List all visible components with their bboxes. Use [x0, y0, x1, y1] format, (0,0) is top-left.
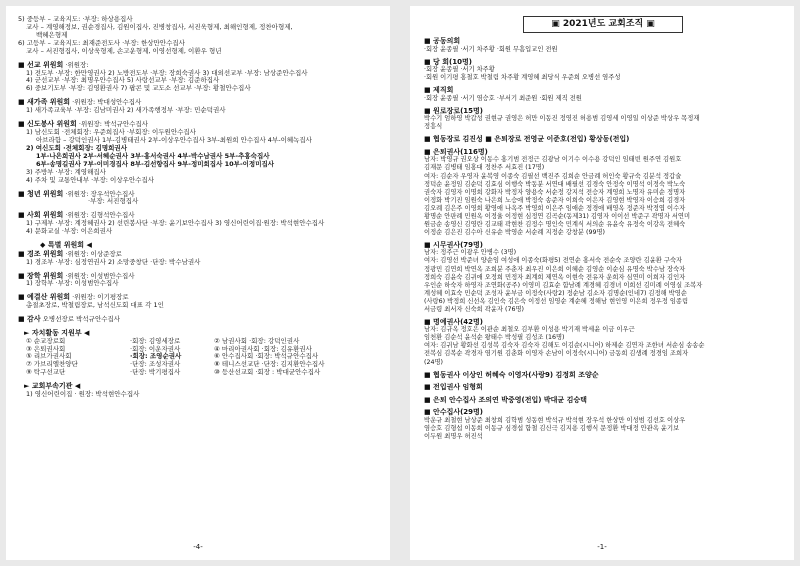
grid-cell: ·회장: 이운자권사 [130, 344, 181, 353]
youth-committee [18, 190, 378, 207]
section-title: ■ 신도봉사 위원회 [18, 120, 77, 129]
org-block [424, 37, 782, 54]
grid-cell: ⑩ 등산선교회 ·회장 : 박대균안수집사 [214, 368, 321, 377]
text-line: 5) 중등부 – 교육지도: ·부장: 하상용집사 [18, 15, 133, 23]
block-line: 정희숙 김윤숙 김귀애 오정희 민정자 최계희 제연옥 이현숙 전유자 운희자 심연미 이희자 김인자 [424, 273, 686, 281]
text-line: 1) 경조부 ·부장: 심정연권사 2) 소망중창단 ·단장: 박수남권사 [26, 257, 201, 266]
section-head: ·위원장: 장우석안수집사 [65, 189, 135, 198]
block-line: (24명) [424, 358, 444, 366]
page-number: -4- [193, 543, 203, 552]
grid-cell: ·단장: 조성자권사 [130, 360, 181, 369]
block-line: 정흥식 [424, 123, 443, 131]
block-line: 전복심 김복순 곽경자 염기원 김춘화 이영자 손남이 이정숙(시니어) 금동희 김생례 정경임 조희자 [424, 350, 689, 358]
text-line: ·부장: 서진형집사 [88, 197, 139, 206]
service-committee [18, 120, 378, 184]
autonomous-support [18, 329, 378, 377]
scholarship-committee [18, 272, 378, 289]
affiliated-institutions [18, 382, 378, 398]
block-title: ■ 안수집사(29명) [424, 408, 484, 417]
text-line: 4) 문화교실 ·부장: 이은희권사 [26, 227, 113, 236]
grid-cell: ⑤ 리브가권사회 [26, 352, 72, 361]
page-title: ▣ 2021년도 교회조직 ▣ [523, 16, 683, 33]
section-title: ► 교회부속기관 ◀ [24, 382, 81, 391]
block-line: 임천환 김순석 윤석순 왕태수 박성필 김성조 (16명) [424, 334, 565, 342]
text-line: 2) 여신도회 ·전체회장: 김명희권사 [26, 143, 127, 152]
section-title: ■ 예결산 위원회 [18, 293, 71, 302]
grid-cell: ⑨ 탁구선교단 [26, 368, 66, 377]
org-block [424, 58, 782, 83]
block-line: 남자: 정주근 이광우 안병수 (3명) [424, 249, 517, 257]
section-head: ·위원장: 이상준장로 [65, 249, 122, 258]
page-number: -1- [597, 543, 607, 552]
org-block [424, 135, 782, 144]
section-title: ■ 사회 위원회 [18, 211, 64, 220]
block-title: ■ 은퇴 안수집사 조의연 박중영(전입) 박대균 김승택 [424, 395, 587, 404]
section-head: ·위원장: [65, 60, 89, 69]
autonomous-grid [18, 338, 378, 378]
section-title: ■ 장학 위원회 [18, 271, 64, 280]
block-line: 이정화 박기진 임원숙 나은희 노승애 박정숙 송준자 이희숙 이은자 김영현 박영자 이승희 김경자 [424, 196, 686, 204]
text-line: 1) 새가족교육부 ·부장: 김남미권사 2) 새가족행정부 ·부장: 민순덕권사 [26, 106, 226, 115]
block-line: 여자: 김귀남 황화선 김성복 김숙자 김숙자 김해도 이김순(시니어) 하제순 김연자 조한녀 서순심 송송순 [424, 342, 705, 350]
block-line: 박수기 엄하영 박갑성 권현규 권영은 허만 이동진 정영진 허용범 김영세 이영일 이상준 박상우 목정재 [424, 115, 700, 123]
block-line: ·회장 윤종필 ·서기 차주황 ·회원 무흠입교인 전원 [424, 45, 558, 53]
block-line: 김재문 김병태 임홍대 정찬주 서효진 (17명) [424, 164, 545, 172]
top-lines [18, 16, 378, 56]
block-line: 서금령 최서자 신숙희 곽윤자 (76명) [424, 305, 525, 313]
budget-committee [18, 293, 378, 310]
org-block [424, 408, 782, 441]
left-page [6, 6, 390, 560]
text-line: 1) 전도부 ·부장: 한만영권사 2) 노방전도부 ·부장: 장희숙권사 3) 대외선교부 ·부장: 남상준안수집사 [26, 68, 308, 77]
newcomer-committee [18, 98, 378, 115]
block-line: 김오례 김은주 이영희 황영애 나옥주 박영희 이은주 임애순 정경애 배영옥 정준자 박정엽 이수자 [424, 204, 686, 212]
section-head: ·위원장: 김형석안수집사 [65, 211, 135, 220]
section-title: ► 자치활동 지원부 ◀ [24, 329, 90, 338]
org-blocks [424, 37, 782, 441]
block-line: ·회장 윤종필 ·서기 차주황 [424, 66, 495, 74]
section-title: ■ 선교 위원회 [18, 60, 64, 69]
text-line: 1) 구제부 ·부장: 계정혜권사 2) 선린봉사단 ·부장: 윤기보안수집사 3) 영신어린이집·원장: 박석현안수집사 [26, 219, 325, 228]
block-line: 권숙자 김영자 이명희 강화자 박정자 양용숙 서순정 강지석 전승자 계영희 노명자 유미순 정명자 [424, 188, 686, 196]
text-line: 6부-송명길권사 7부-이미경집사 8부-김선향집사 9부-정미희집사 10부-이정미집사 [36, 159, 275, 168]
text-line: 아브라함 – 강덕인권사 1부-김병태권사 2부-이상우안수집사 3부-최원희 안수집사 4부-이혜녹집사 [36, 135, 312, 144]
org-block [424, 371, 782, 380]
right-page [410, 6, 794, 560]
section-head: ·위원장: 박대성안수집사 [72, 98, 142, 107]
block-line: 박운규 최철현 남상준 최창희 김학범 성동현 박석규 박석현 장우석 한상만 이성범 김선호 이상우 [424, 416, 686, 424]
block-line: (사랑6) 박정희 신선옥 김인숙 김은숙 이정선 임영순 계순혜 정해남 현인영 이은희 정우정 임종림 [424, 297, 689, 305]
block-title: ■ 원로장로(15명) [424, 106, 484, 115]
section-head: ·위원장: 이성범안수집사 [65, 271, 135, 280]
text-line: 교사 – 계영해정보, 권순경집사, 김원이집사, 진병창집사, 서진욱형제, 최해인형제, 정찬아형제, [26, 22, 293, 31]
section-title: ■ 경조 위원회 [18, 249, 64, 258]
condolence-committee [18, 250, 378, 267]
social-committee [18, 211, 378, 236]
special-committee-heading: ◆ 특별 위원회 ◀ [40, 241, 92, 250]
block-title: ■ 시무권사(79명) [424, 240, 484, 249]
text-line: 1부-나은희권사 2부-서혜순권사 3부-홍서숙권사 4부-박수남권사 5부-추홍숙집사 [36, 151, 270, 160]
text-line: 1) 남신도회 ·전체회장: 우준희집사 ·부회장: 이두원안수집사 [26, 128, 196, 137]
audit-section [18, 315, 378, 324]
grid-cell: ⑧ 테니스선교단 ·단장: 김지환안수집사 [214, 360, 325, 369]
org-block [424, 396, 782, 405]
text-line: 4) 주차 및 교통안내부 ·부장: 이상우안수집사 [26, 175, 155, 184]
block-title: ■ 협동장로 김진성 ■ 은퇴장로 전영균 이준호(전입) 황상동(전입) [424, 135, 630, 144]
block-line: 여자: 김순자 우영자 윤복영 이종숙 김필선 백진주 김희순 안금례 허인숙 황규숙 김분석 정갑술 [424, 172, 682, 180]
block-title: ■ 당 회(10명) [424, 57, 472, 66]
org-block [424, 383, 782, 392]
text-line: 6) 고등부 – 교육지도: 최재준전도사 ·부장: 한상만안수집사 [18, 38, 185, 47]
text-line: 3) 주방부 ·부장: 계영해집사 [26, 167, 106, 176]
text-line: 1) 장학부 ·부장: 이성범안수집사 [26, 279, 119, 288]
text-line: 교사 – 서진형집사, 이상욱형제, 손고운형제, 이영선형제, 이환우 형년 [26, 46, 222, 55]
section-head: ·위원장: 이기평장로 [72, 293, 129, 302]
text-line: 6) 중보기도부 ·부장: 김영환권사 7) 팝콘 및 교도소 선교부 ·부장: 황철안수집사 [26, 84, 251, 93]
block-line: ·회장 윤종필 ·서기 염승호 ·부서기 최준원 ·회원 제직 전원 [424, 94, 582, 102]
grid-cell: ③ 은퇴권사회 [26, 344, 66, 353]
org-block [424, 107, 782, 132]
grid-cell: ·회장: 조영순권사 [130, 352, 182, 361]
block-title: ■ 제직회 [424, 86, 454, 95]
block-line: 이정순 김은진 김수아 신유순 박영순 서순례 지정순 강창분 (99명) [424, 228, 606, 236]
block-line: 여자: 김영선 박준녀 양순임 여성애 이종숙(화평5) 전연순 홍서숙 전순숙 조양란 김윤환 구숙자 [424, 257, 683, 265]
text-line: 총절초장로, 박철림장로, 남석신도회 대표 각 1인 [26, 301, 164, 310]
org-block [424, 86, 782, 103]
section-title: ■ 청년 위원회 [18, 189, 64, 198]
org-block [424, 241, 782, 314]
block-line: 황명순 안판례 민원옥 이정율 이정현 심정연 김곡순(동제31) 김영자 이이선 박준구 곽명자 서연미 [424, 212, 691, 220]
block-line: 남자: 박영규 권오상 이동수 홍기범 전정근 김광남 이기수 이수용 강덕인 임태빈 원주연 김원호 [424, 156, 682, 164]
grid-cell: ·단장: 박기평집사 [130, 368, 181, 377]
block-line: 우인순 하숙자 하영자 조연화(공주) 이영미 김효순 함남례 계경혜 김경녀 이희선 김미례 이영실 조복자 [424, 281, 703, 289]
grid-cell: ① 순교장로회 [26, 336, 66, 345]
org-block [424, 148, 782, 237]
block-title: ■ 은퇴권사(116명) [424, 147, 488, 156]
text-line: 1) 영신어린이집 · 원장: 박석현안수집사 [26, 389, 140, 398]
mission-committee [18, 61, 378, 94]
org-block [424, 318, 782, 367]
grid-cell: ⑥ 안수집사회 ·회장: 박석규안수집사 [214, 352, 319, 361]
block-title: ■ 공동의회 [424, 36, 461, 45]
block-line: 염승호 김형섭 이동희 이동규 심경섭 함철 김신극 김지용 김행식 문정환 박대정 안관옥 윤기보 [424, 424, 680, 432]
block-line: ·회원 이기평 홍철호 박철림 차주황 계영혜 최당식 우준희 오병선 염주성 [424, 74, 621, 82]
block-line: 남자: 김규옥 정호은 이관순 최철오 김부환 이성용 박기재 박세윤 이금 이우근 [424, 326, 635, 334]
section-head: ·위원장: 박석규안수집사 [78, 120, 149, 129]
grid-cell: ·회장: 김영세장로 [130, 336, 181, 345]
section-title: ■ 새가족 위원회 [18, 98, 71, 107]
block-line: 정덕순 윤정임 김순덕 김효심 이행숙 박동분 서연대 배필선 김경숙 안정숙 이명석 이정숙 박노숙 [424, 180, 686, 188]
grid-cell: ⑦ 가브리엘찬양단 [26, 360, 78, 369]
section-title: ■ 감사 [18, 315, 41, 324]
block-title: ■ 명예권사(42명) [424, 317, 484, 326]
block-line: 정광민 김연희 박연옥 조희분 주춘자 최우진 이은희 이혜순 김영순 이순심 유명숙 박수남 장숙자 [424, 265, 686, 273]
section-head: 오병선장로 박석규안수집사 [42, 315, 121, 324]
block-title: ■ 협동권사 이상인 허혜숙 이영자(사랑9) 김정희 조양순 [424, 370, 599, 379]
block-line: 계성혜 이효숙 민순덕 조성자 윤부금 이정숙(사랑2) 정순남 김소자 김명순(인네7) 김정해 박영순 [424, 289, 687, 297]
grid-cell: ④ 마리아권사회 ·회장: 김유환권사 [214, 344, 312, 353]
block-line: 원금순 송영신 김영란 김교태 곽현찬 김정수 명인숙 민계식 서의순 유윤숙 유정숙 이강옥 전혜숙 [424, 220, 686, 228]
text-line: 4) 군선교부 ·부장: 최명우안수집사 5) 사랑선교부 ·부장: 김준하집사 [26, 76, 220, 85]
block-line: 이두원 최명우 허진석 [424, 432, 483, 440]
block-title: ■ 전입권사 임형희 [424, 383, 483, 392]
grid-cell: ② 남권사회 ·회장: 강덕인권사 [214, 336, 300, 345]
text-line: 백혜은형제 [36, 30, 68, 39]
